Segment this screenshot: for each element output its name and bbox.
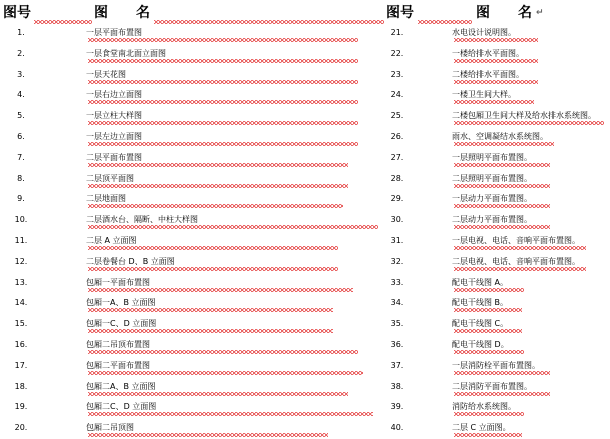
spellcheck-underline — [88, 142, 358, 146]
figure-name: 二楼包厢卫生间大样及给水排水系统图。 — [452, 111, 596, 120]
spellcheck-underline — [88, 246, 338, 250]
spellcheck-underline — [454, 350, 524, 354]
figure-number: 38. — [390, 382, 404, 391]
figure-name: 一楼给排水平面图。 — [452, 49, 524, 58]
header-figure-number: 图号 — [3, 5, 31, 21]
figure-name: 二层卷餐台 D、B 立面图 — [86, 257, 175, 266]
figure-name: 配电干线图 C。 — [452, 319, 509, 328]
spellcheck-underline — [88, 184, 348, 188]
paragraph-mark: ↵ — [536, 8, 544, 18]
figure-number: 21. — [390, 28, 404, 37]
spellcheck-underline — [454, 80, 538, 84]
figure-number: 31. — [390, 236, 404, 245]
spellcheck-underline — [88, 80, 358, 84]
figure-number: 22. — [390, 49, 404, 58]
header-figure-name: 图 名 — [476, 5, 532, 21]
spellcheck-underline — [454, 121, 604, 125]
figure-name: 配电干线图 A。 — [452, 278, 509, 287]
figure-name: 雨水、空调凝结水系统图。 — [452, 132, 548, 141]
figure-name: 一层电视、电话、音响平面布置图。 — [452, 236, 580, 245]
figure-number: 6. — [17, 132, 25, 141]
figure-number: 18. — [14, 382, 28, 391]
figure-number: 28. — [390, 174, 404, 183]
figure-name: 二层 C 立面图。 — [452, 423, 511, 432]
header-figure-number: 图号 — [386, 5, 414, 21]
spellcheck-underline — [88, 412, 373, 416]
figure-name: 包厢二C、D 立面图 — [86, 402, 157, 411]
figure-number: 27. — [390, 153, 404, 162]
spellcheck-underline — [88, 371, 363, 375]
spellcheck-underline — [454, 225, 550, 229]
spellcheck-underline — [454, 163, 550, 167]
figure-name: 二层地面图 — [86, 194, 126, 203]
spellcheck-underline — [454, 329, 522, 333]
figure-name: 二楼给排水平面图。 — [452, 70, 524, 79]
figure-name: 一层食堂南北面立面图 — [86, 49, 166, 58]
figure-number: 2. — [17, 49, 25, 58]
figure-name: 二层电视、电话、音响平面布置图。 — [452, 257, 580, 266]
spellcheck-underline — [88, 308, 333, 312]
figure-name: 二层动力平面布置图。 — [452, 215, 532, 224]
figure-number: 8. — [17, 174, 25, 183]
figure-name: 二层照明平面布置图。 — [452, 174, 532, 183]
figure-name: 包厢二平面布置图 — [86, 361, 150, 370]
figure-number: 40. — [390, 423, 404, 432]
figure-number: 7. — [17, 153, 25, 162]
figure-number: 24. — [390, 90, 404, 99]
figure-name: 二层酒水台、隔断、中柱大样图 — [86, 215, 198, 224]
figure-name: 配电干线图 B。 — [452, 298, 509, 307]
spellcheck-underline — [454, 142, 554, 146]
spellcheck-underline — [454, 288, 524, 292]
figure-number: 5. — [17, 111, 25, 120]
figure-name: 水电设计说明图。 — [452, 28, 516, 37]
figure-number: 15. — [14, 319, 28, 328]
figure-number: 11. — [14, 236, 28, 245]
figure-number: 3. — [17, 70, 25, 79]
figure-number: 16. — [14, 340, 28, 349]
figure-number: 19. — [14, 402, 28, 411]
spellcheck-underline — [454, 246, 586, 250]
figure-name: 二层 A 立面图 — [86, 236, 137, 245]
spellcheck-underline — [88, 392, 348, 396]
figure-number: 37. — [390, 361, 404, 370]
figure-number: 34. — [390, 298, 404, 307]
spellcheck-underline — [454, 38, 538, 42]
spellcheck-underline — [88, 433, 328, 437]
figure-name: 包厢二A、B 立面图 — [86, 382, 156, 391]
spellcheck-underline — [88, 204, 343, 208]
figure-number: 20. — [14, 423, 28, 432]
figure-number: 17. — [14, 361, 28, 370]
figure-name: 包厢一平面布置图 — [86, 278, 150, 287]
figure-number: 23. — [390, 70, 404, 79]
figure-name: 包厢二吊顶布置图 — [86, 340, 150, 349]
spellcheck-underline — [88, 100, 358, 104]
figure-number: 36. — [390, 340, 404, 349]
figure-number: 12. — [14, 257, 28, 266]
spellcheck-underline — [88, 350, 358, 354]
figure-number: 26. — [390, 132, 404, 141]
figure-name: 一层左边立面图 — [86, 132, 142, 141]
spellcheck-underline — [454, 204, 550, 208]
figure-name: 一层动力平面布置图。 — [452, 194, 532, 203]
figure-name: 配电干线图 D。 — [452, 340, 509, 349]
figure-name: 二层顶平面图 — [86, 174, 134, 183]
header-figure-name: 图 名 — [94, 5, 150, 21]
spellcheck-underline — [88, 59, 358, 63]
spellcheck-underline — [454, 267, 586, 271]
figure-number: 33. — [390, 278, 404, 287]
figure-number: 1. — [17, 28, 25, 37]
spellcheck-underline — [88, 163, 348, 167]
spellcheck-underline — [88, 38, 358, 42]
spellcheck-underline — [454, 412, 524, 416]
spellcheck-underline — [88, 329, 333, 333]
figure-name: 消防给水系统图。 — [452, 402, 516, 411]
figure-name: 一楼卫生间大样。 — [452, 90, 516, 99]
figure-name: 一层天花图 — [86, 70, 126, 79]
figure-name: 包厢一C、D 立面图 — [86, 319, 157, 328]
figure-number: 25. — [390, 111, 404, 120]
figure-number: 32. — [390, 257, 404, 266]
figure-number: 39. — [390, 402, 404, 411]
figure-name: 包厢一A、B 立面图 — [86, 298, 156, 307]
figure-name: 一层平面布置图 — [86, 28, 142, 37]
figure-number: 14. — [14, 298, 28, 307]
spellcheck-underline — [88, 225, 378, 229]
spellcheck-underline — [454, 308, 522, 312]
spellcheck-underline — [454, 59, 538, 63]
spellcheck-underline — [88, 121, 358, 125]
spellcheck-underline — [454, 184, 550, 188]
figure-name: 二层平面布置图 — [86, 153, 142, 162]
spellcheck-underline — [88, 288, 353, 292]
figure-name: 一层消防栓平面布置图。 — [452, 361, 540, 370]
figure-number: 30. — [390, 215, 404, 224]
spellcheck-underline — [454, 100, 534, 104]
figure-number: 35. — [390, 319, 404, 328]
figure-number: 13. — [14, 278, 28, 287]
spellcheck-underline — [88, 267, 338, 271]
figure-number: 10. — [14, 215, 28, 224]
figure-name: 一层照明平面布置图。 — [452, 153, 532, 162]
figure-number: 4. — [17, 90, 25, 99]
spellcheck-underline — [454, 392, 550, 396]
figure-number: 9. — [17, 194, 25, 203]
spellcheck-underline — [454, 371, 550, 375]
figure-name: 包厢二吊顶图 — [86, 423, 134, 432]
figure-name: 一层右边立面图 — [86, 90, 142, 99]
figure-name: 二层消防平面布置图。 — [452, 382, 532, 391]
figure-number: 29. — [390, 194, 404, 203]
figure-name: 一层立柱大样图 — [86, 111, 142, 120]
spellcheck-underline — [454, 433, 522, 437]
